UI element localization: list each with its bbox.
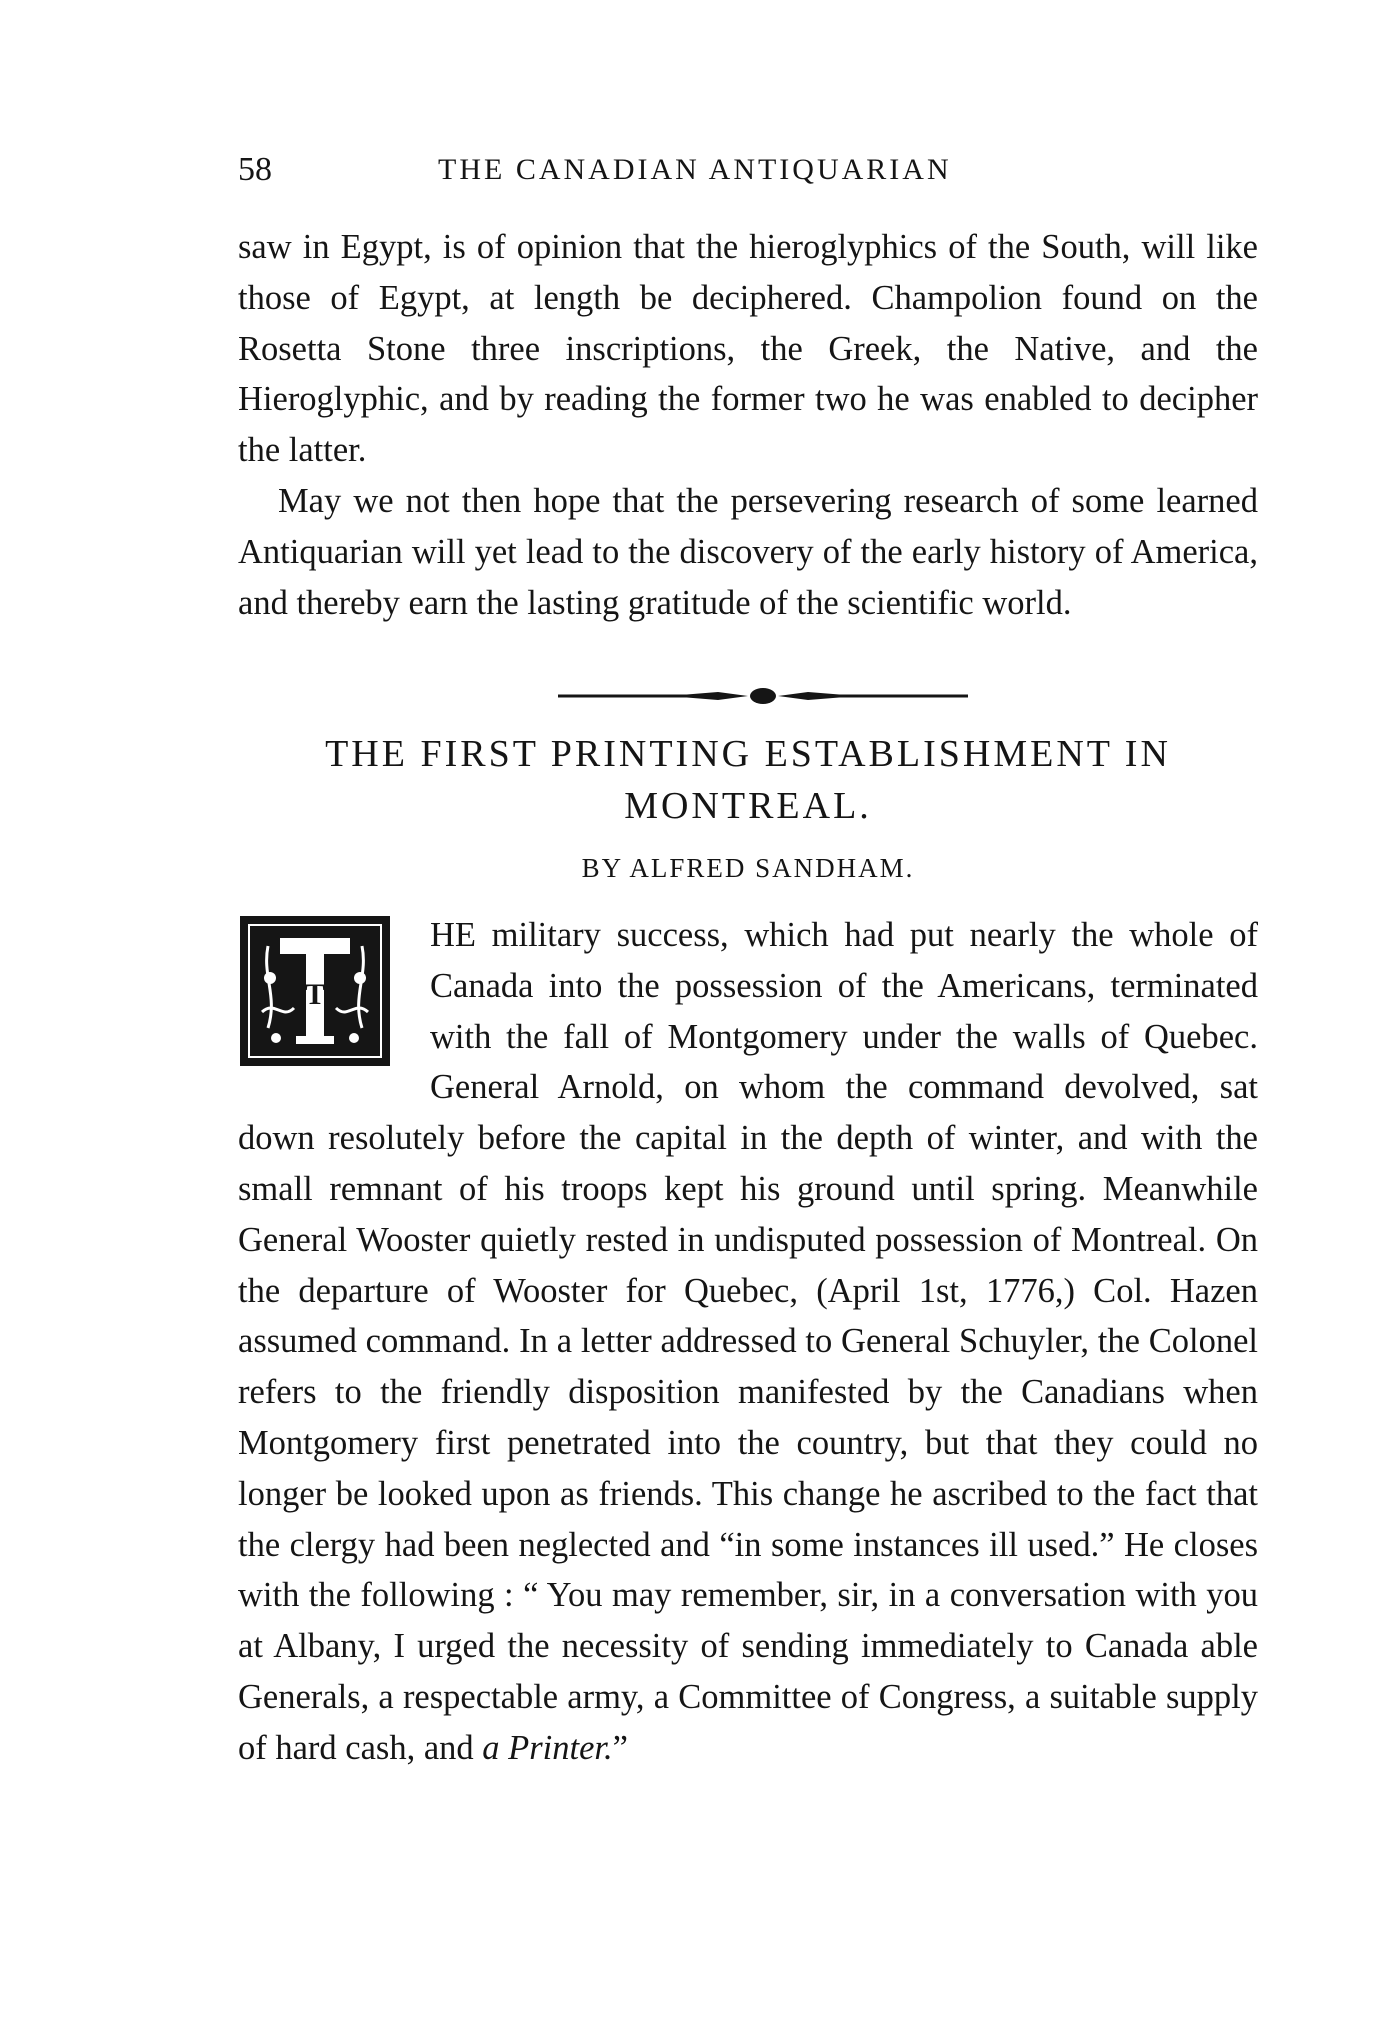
article-body — [238, 910, 1258, 1774]
section-divider-ornament — [558, 686, 968, 706]
closing-paragraph: May we not then hope that the persevering research of some learned Antiquarian will yet lead to the discovery of the early history of America, and thereby earn the lasting gratitude of the scientific world. — [238, 481, 1258, 622]
svg-text:T: T — [304, 978, 326, 1011]
journal-title: THE CANADIAN ANTIQUARIAN — [438, 153, 952, 186]
lead-in-text: HE — [430, 916, 476, 954]
body-text: military success, which had put nearly the whole of Canada into the possession of the Americans, terminated with the fall of Montgomery under the walls of Quebec. General Arnold, on whom the command devolved, sat down resolutely before the capital in the depth of winter, and with the small remnant of his troops kept his ground until spring. Meanwhile General Wooster quietly rested in undisputed possession of Montreal. On the departure of Wooster for Quebec, (April 1st, 1776,) Col. Hazen assumed command. In a letter addressed to General Schuyler, the Colonel refers to the friendly disposition manifested by the Canadians when Montgomery first penetrated into the country, but that they could no longer be looked upon as friends. This change he ascribed to the fact that the clergy had been neglected and “in some instances ill used.” He closes with the following : “ You may remember, sir, in a conversation with you at Albany, I urged the necessity of sending immediately to Canada able Generals, a respectable army, a Committee of Congress, a suitable supply of hard cash, and — [238, 916, 1258, 1767]
continued-paragraph: saw in Egypt, is of opinion that the hieroglyphics of the South, will like those of Egypt, at length be deciphered. Champolion found on the Rosetta Stone three inscriptions, the Greek, the Native, and the Hieroglyphic, and by reading the former two he was enabled to decipher the latter. — [238, 228, 1258, 470]
article-title: THE FIRST PRINTING ESTABLISHMENT IN MONTREAL. — [325, 733, 1171, 827]
running-head — [238, 150, 1258, 190]
italic-text: a Printer. — [482, 1728, 613, 1767]
closing-quote: ” — [612, 1728, 628, 1767]
drop-cap-space — [238, 910, 430, 1110]
continued-text — [238, 222, 1258, 628]
author-byline: BY ALFRED SANDHAM. — [581, 853, 915, 883]
page-number: 58 — [238, 151, 272, 188]
